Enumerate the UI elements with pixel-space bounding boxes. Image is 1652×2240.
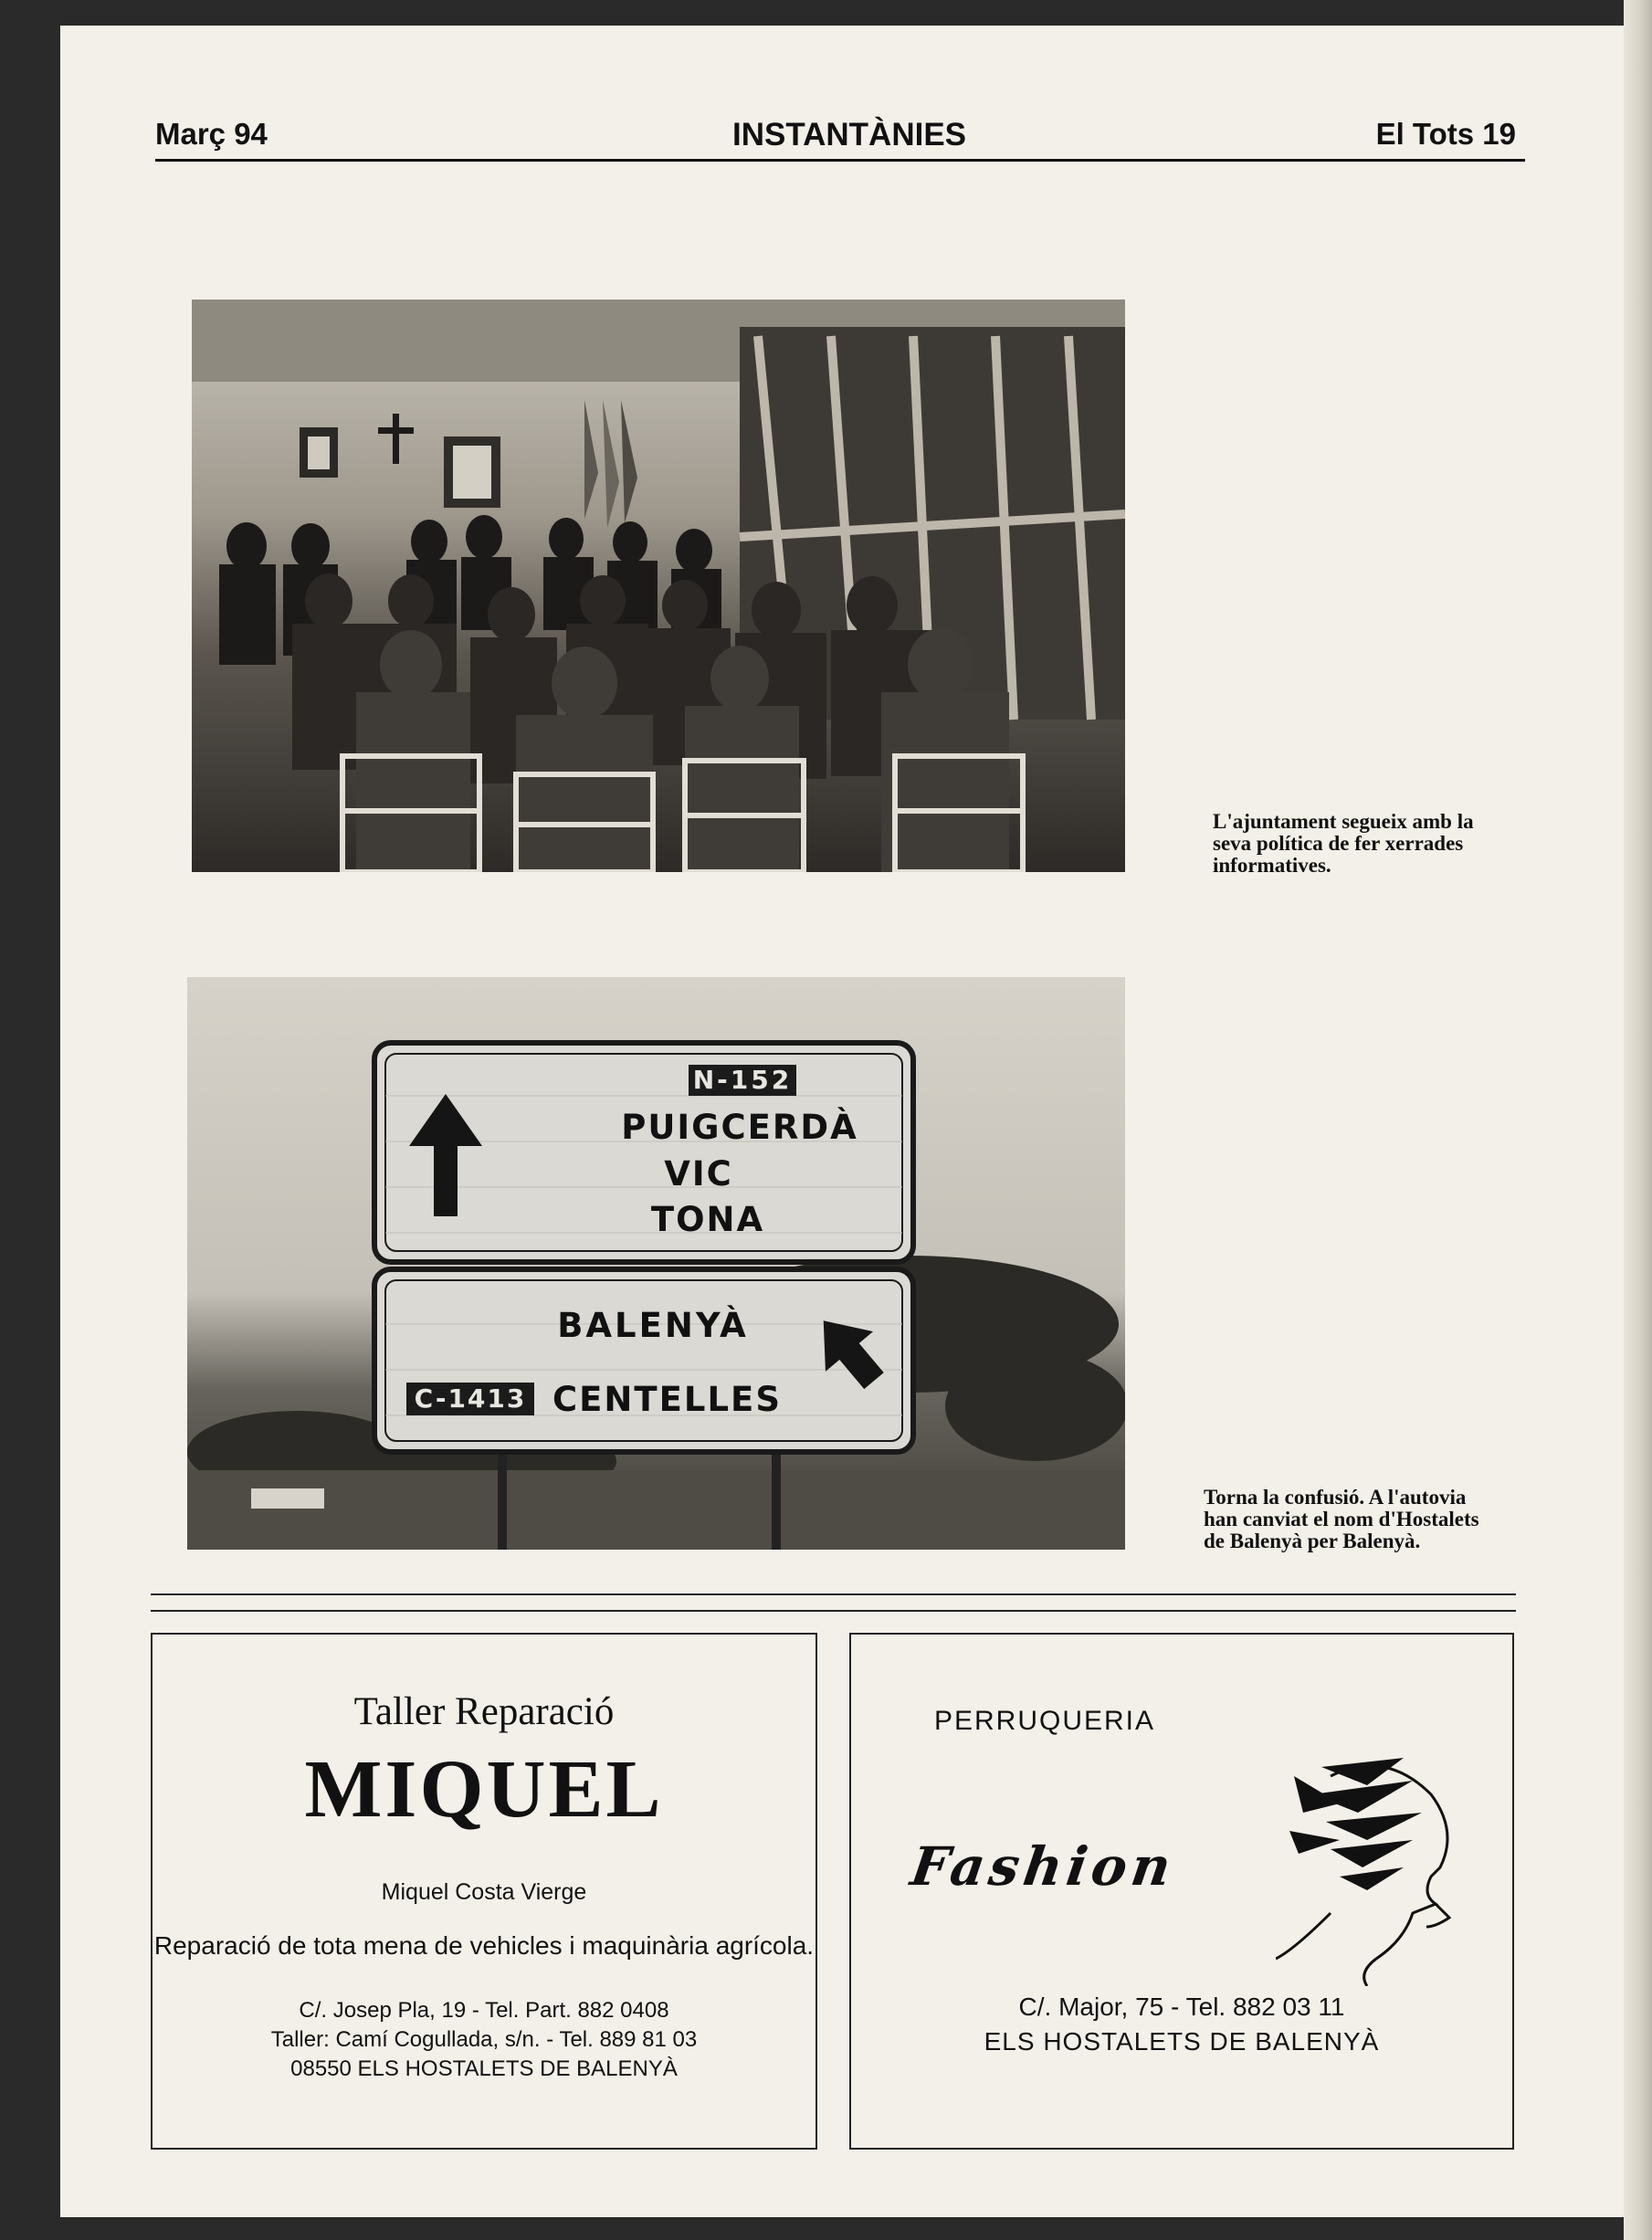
ad-miquel-address1: C/. Josep Pla, 19 - Tel. Part. 882 0408 <box>299 1998 669 2023</box>
caption-line: informatives. <box>1213 854 1331 877</box>
ad-miquel-address3: 08550 ELS HOSTALETS DE BALENYÀ <box>290 2056 678 2081</box>
caption-line: Torna la confusió. A l'autovia <box>1204 1486 1467 1509</box>
ad-fashion-title: PERRUQUERIA <box>933 1706 1156 1736</box>
destination-balenya: BALENYÀ <box>557 1306 749 1345</box>
header-date: Març 94 <box>155 117 268 151</box>
route-badge-n152: N-152 <box>689 1065 796 1096</box>
section-rule <box>151 1593 1516 1595</box>
ad-miquel-address2: Taller: Camí Cogullada, s/n. - Tel. 889 81 03 <box>270 2027 698 2052</box>
destination-vic: VIC <box>664 1154 733 1194</box>
destination-tona: TONA <box>650 1200 765 1239</box>
section-rule <box>151 1610 1516 1612</box>
caption-line: L'ajuntament segueix amb la <box>1213 810 1474 833</box>
destination-centelles: CENTELLES <box>552 1380 782 1419</box>
route-badge-c1413: C-1413 <box>406 1383 534 1415</box>
ad-miquel-line1: Taller Reparació <box>353 1690 615 1733</box>
caption-line: de Balenyà per Balenyà. <box>1204 1530 1421 1552</box>
ad-miquel-owner: Miquel Costa Vierge <box>381 1879 587 1905</box>
photo2-caption <box>1204 1487 1479 1552</box>
destination-puigcerda: PUIGCERDÀ <box>621 1108 858 1147</box>
caption-line: seva política de fer xerrades <box>1213 832 1464 855</box>
photo1-caption <box>1213 811 1474 877</box>
page-number: El Tots 19 <box>1375 117 1516 151</box>
road-sign-photo <box>187 977 1125 1550</box>
section-title: INSTANTÀNIES <box>731 117 967 152</box>
ad-miquel-description: Reparació de tota mena de vehicles i maquinària agrícola. <box>153 1931 815 1960</box>
woman-profile-logo <box>1276 1740 1477 1986</box>
binding-edge <box>1624 0 1652 2240</box>
header-rule <box>155 159 1525 162</box>
ad-fashion-address2: ELS HOSTALETS DE BALENYÀ <box>984 2027 1380 2056</box>
ad-miquel-name: MIQUEL <box>304 1744 664 1835</box>
ad-perruqueria-fashion <box>849 1633 1514 2150</box>
ad-fashion-name: Fashion <box>907 1835 1180 1898</box>
meeting-photo <box>192 300 1125 872</box>
ad-fashion-address1: C/. Major, 75 - Tel. 882 03 11 <box>1018 1993 1345 2021</box>
caption-line: han canviat el nom d'Hostalets <box>1204 1508 1479 1530</box>
